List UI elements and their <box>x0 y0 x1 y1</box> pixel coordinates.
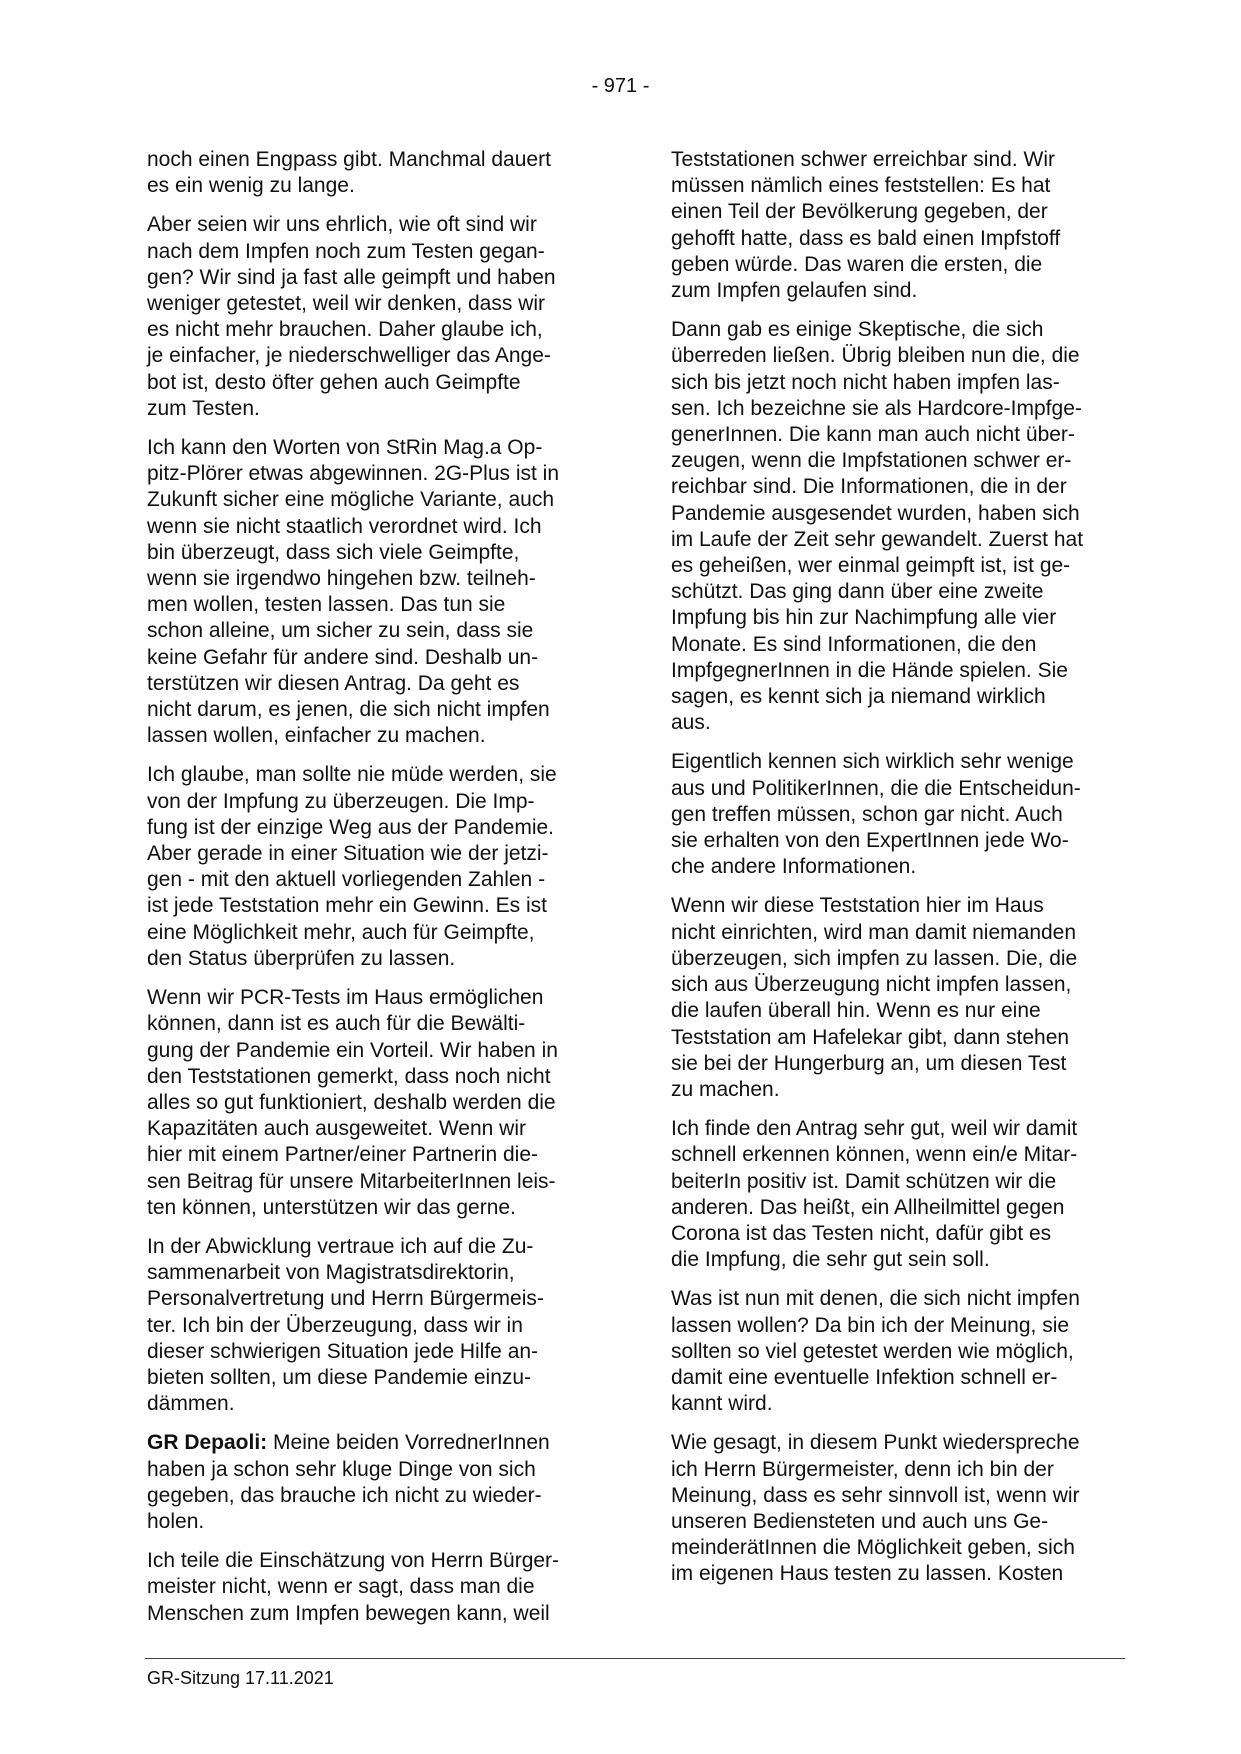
paragraph: noch einen Engpass gibt. Manchmal dauert es ein wenig zu lange. <box>147 148 551 198</box>
paragraph: Wenn wir PCR-Tests im Haus ermöglichen können, dann ist es auch für die Bewälti- gung der Pandemie ein Vorteil. Wir haben in den Teststationen gemerkt, dass noch nicht alles so gut funktioniert, deshalb werden die Kapazitäten auch ausgeweitet. Wenn wir hier mit einem Partner/einer Partnerin die- sen Beitrag für unsere MitarbeiterInnen leis- ten können, unterstützen wir das gerne. <box>147 986 558 1219</box>
speaker-name: GR Depaoli: <box>147 1431 268 1455</box>
speaker-paragraph <box>147 1430 597 1535</box>
right-column <box>671 147 1121 1601</box>
paragraph: Aber seien wir uns ehrlich, wie oft sind wir nach dem Impfen noch zum Testen gegan- gen? Wir sind ja fast alle geimpft und haben weniger getestet, weil wir denken, dass wir es nicht mehr brauchen. Daher glaube ich, je einfacher, je niederschwelliger das Ange- bot ist, desto öfter gehen auch Geimpfte zum Testen. <box>147 213 556 420</box>
paragraph: Ich finde den Antrag sehr gut, weil wir damit schnell erkennen können, wenn ein/e Mitar- beiterIn positiv ist. Damit schützen wir die anderen. Das heißt, ein Allheilmittel gegen Corona ist das Testen nicht, dafür gibt es die Impfung, die sehr gut sein soll. <box>671 1117 1078 1272</box>
paragraph: Dann gab es einige Skeptische, die sich überreden ließen. Übrig bleiben nun die, die sich bis jetzt noch nicht haben impfen las- sen. Ich bezeichne sie als Hardcore-Impfge- generInnen. Die kann man auch nicht über- zeugen, wenn die Impfstationen schwer er- reichbar sind. Die Informationen, die in der Pandemie ausgesendet wurden, haben sich im Laufe der Zeit sehr gewandelt. Zuerst hat es geheißen, wer einmal geimpft ist, ist ge- schützt. Das ging dann über eine zweite Impfung bis hin zur Nachimpfung alle vier Monate. Es sind Informationen, die den ImpfgegnerInnen in die Hände spielen. Sie sagen, es kennt sich ja niemand wirklich aus. <box>671 318 1084 735</box>
paragraph-text: Ich kann den Worten von StRin Mag.a Op- pitz-Plörer etwas abgewinnen. 2G-Plus ist in Zukunft sicher eine mögliche Variante, auch wenn sie nicht staatlich verordnet wird. Ich bin überzeugt, dass sich viele Geimpfte, wenn sie irgendwo hingehen bzw. teilneh- men wollen, testen lassen. Das tun sie schon alleine, um sicher zu sein, dass sie keine Gefahr für andere sind. Deshalb un- terstützen wir diesen Antrag. Da geht es nicht darum, es jenen, die sich nicht impfen lassen wollen, einfacher zu machen. <box>147 436 560 748</box>
paragraph: Was ist nun mit denen, die sich nicht impfen lassen wollen? Da bin ich der Meinung, sie sollten so viel getestet werden wie möglich, damit eine eventuelle Infektion schnell er- kannt wird. <box>671 1287 1080 1416</box>
paragraph: In der Abwicklung vertraue ich auf die Zu- sammenarbeit von Magistratsdirektorin, Personalvertretung und Herrn Bürgermeis- ter. Ich bin der Überzeugung, dass wir in dieser schwierigen Situation jede Hilfe an- bieten sollten, um diese Pandemie einzu- dämmen. <box>147 1234 544 1416</box>
left-column <box>147 147 597 1640</box>
paragraph: Wie gesagt, in diesem Punkt wiederspreche ich Herrn Bürgermeister, denn ich bin der Meinung, dass es sehr sinnvoll ist, wenn wir unseren Bediensteten und auch uns Ge- meinderätInnen die Möglichkeit geben, sich im eigenen Haus testen zu lassen. Kosten <box>671 1431 1080 1586</box>
paragraph: Teststationen schwer erreichbar sind. Wir müssen nämlich eines feststellen: Es hat einen Teil der Bevölkerung gegeben, der gehofft hatte, dass es bald einen Impfstoff geben würde. Das waren die ersten, die zum Impfen gelaufen sind. <box>671 148 1061 303</box>
speaker-text: Meine beiden VorrednerInnen haben ja schon sehr kluge Dinge von sich gegeben, das brauche ich nicht zu wieder- holen. <box>147 1431 550 1533</box>
page-number: - 971 - <box>591 75 650 97</box>
paragraph: Ich teile die Einschätzung von Herrn Bürger- meister nicht, wenn er sagt, dass man die Menschen zum Impfen bewegen kann, weil <box>147 1549 560 1625</box>
paragraph <box>147 435 597 749</box>
footer-divider <box>145 1658 1125 1659</box>
footer-session-date: GR-Sitzung 17.11.2021 <box>147 1668 334 1688</box>
paragraph: Eigentlich kennen sich wirklich sehr wenige aus und PolitikerInnen, die die Entscheidun- gen treffen müssen, schon gar nicht. Auch sie erhalten von den ExpertInnen jede Wo- che andere Informationen. <box>671 750 1081 879</box>
paragraph: Wenn wir diese Teststation hier im Haus nicht einrichten, wird man damit niemanden überzeugen, sich impfen zu lassen. Die, die sich aus Überzeugung nicht impfen lassen, die laufen überall hin. Wenn es nur eine Teststation am Hafelekar gibt, dann stehen sie bei der Hungerburg an, um diesen Test zu machen. <box>671 894 1078 1101</box>
paragraph: Ich glaube, man sollte nie müde werden, sie von der Impfung zu überzeugen. Die Imp- fung ist der einzige Weg aus der Pandemie. Aber gerade in einer Situation wie der jetzi- gen - mit den aktuell vorliegenden Zahlen - ist jede Teststation mehr ein Gewinn. Es ist eine Möglichkeit mehr, auch für Geimpfte, den Status überprüfen zu lassen. <box>147 763 557 970</box>
